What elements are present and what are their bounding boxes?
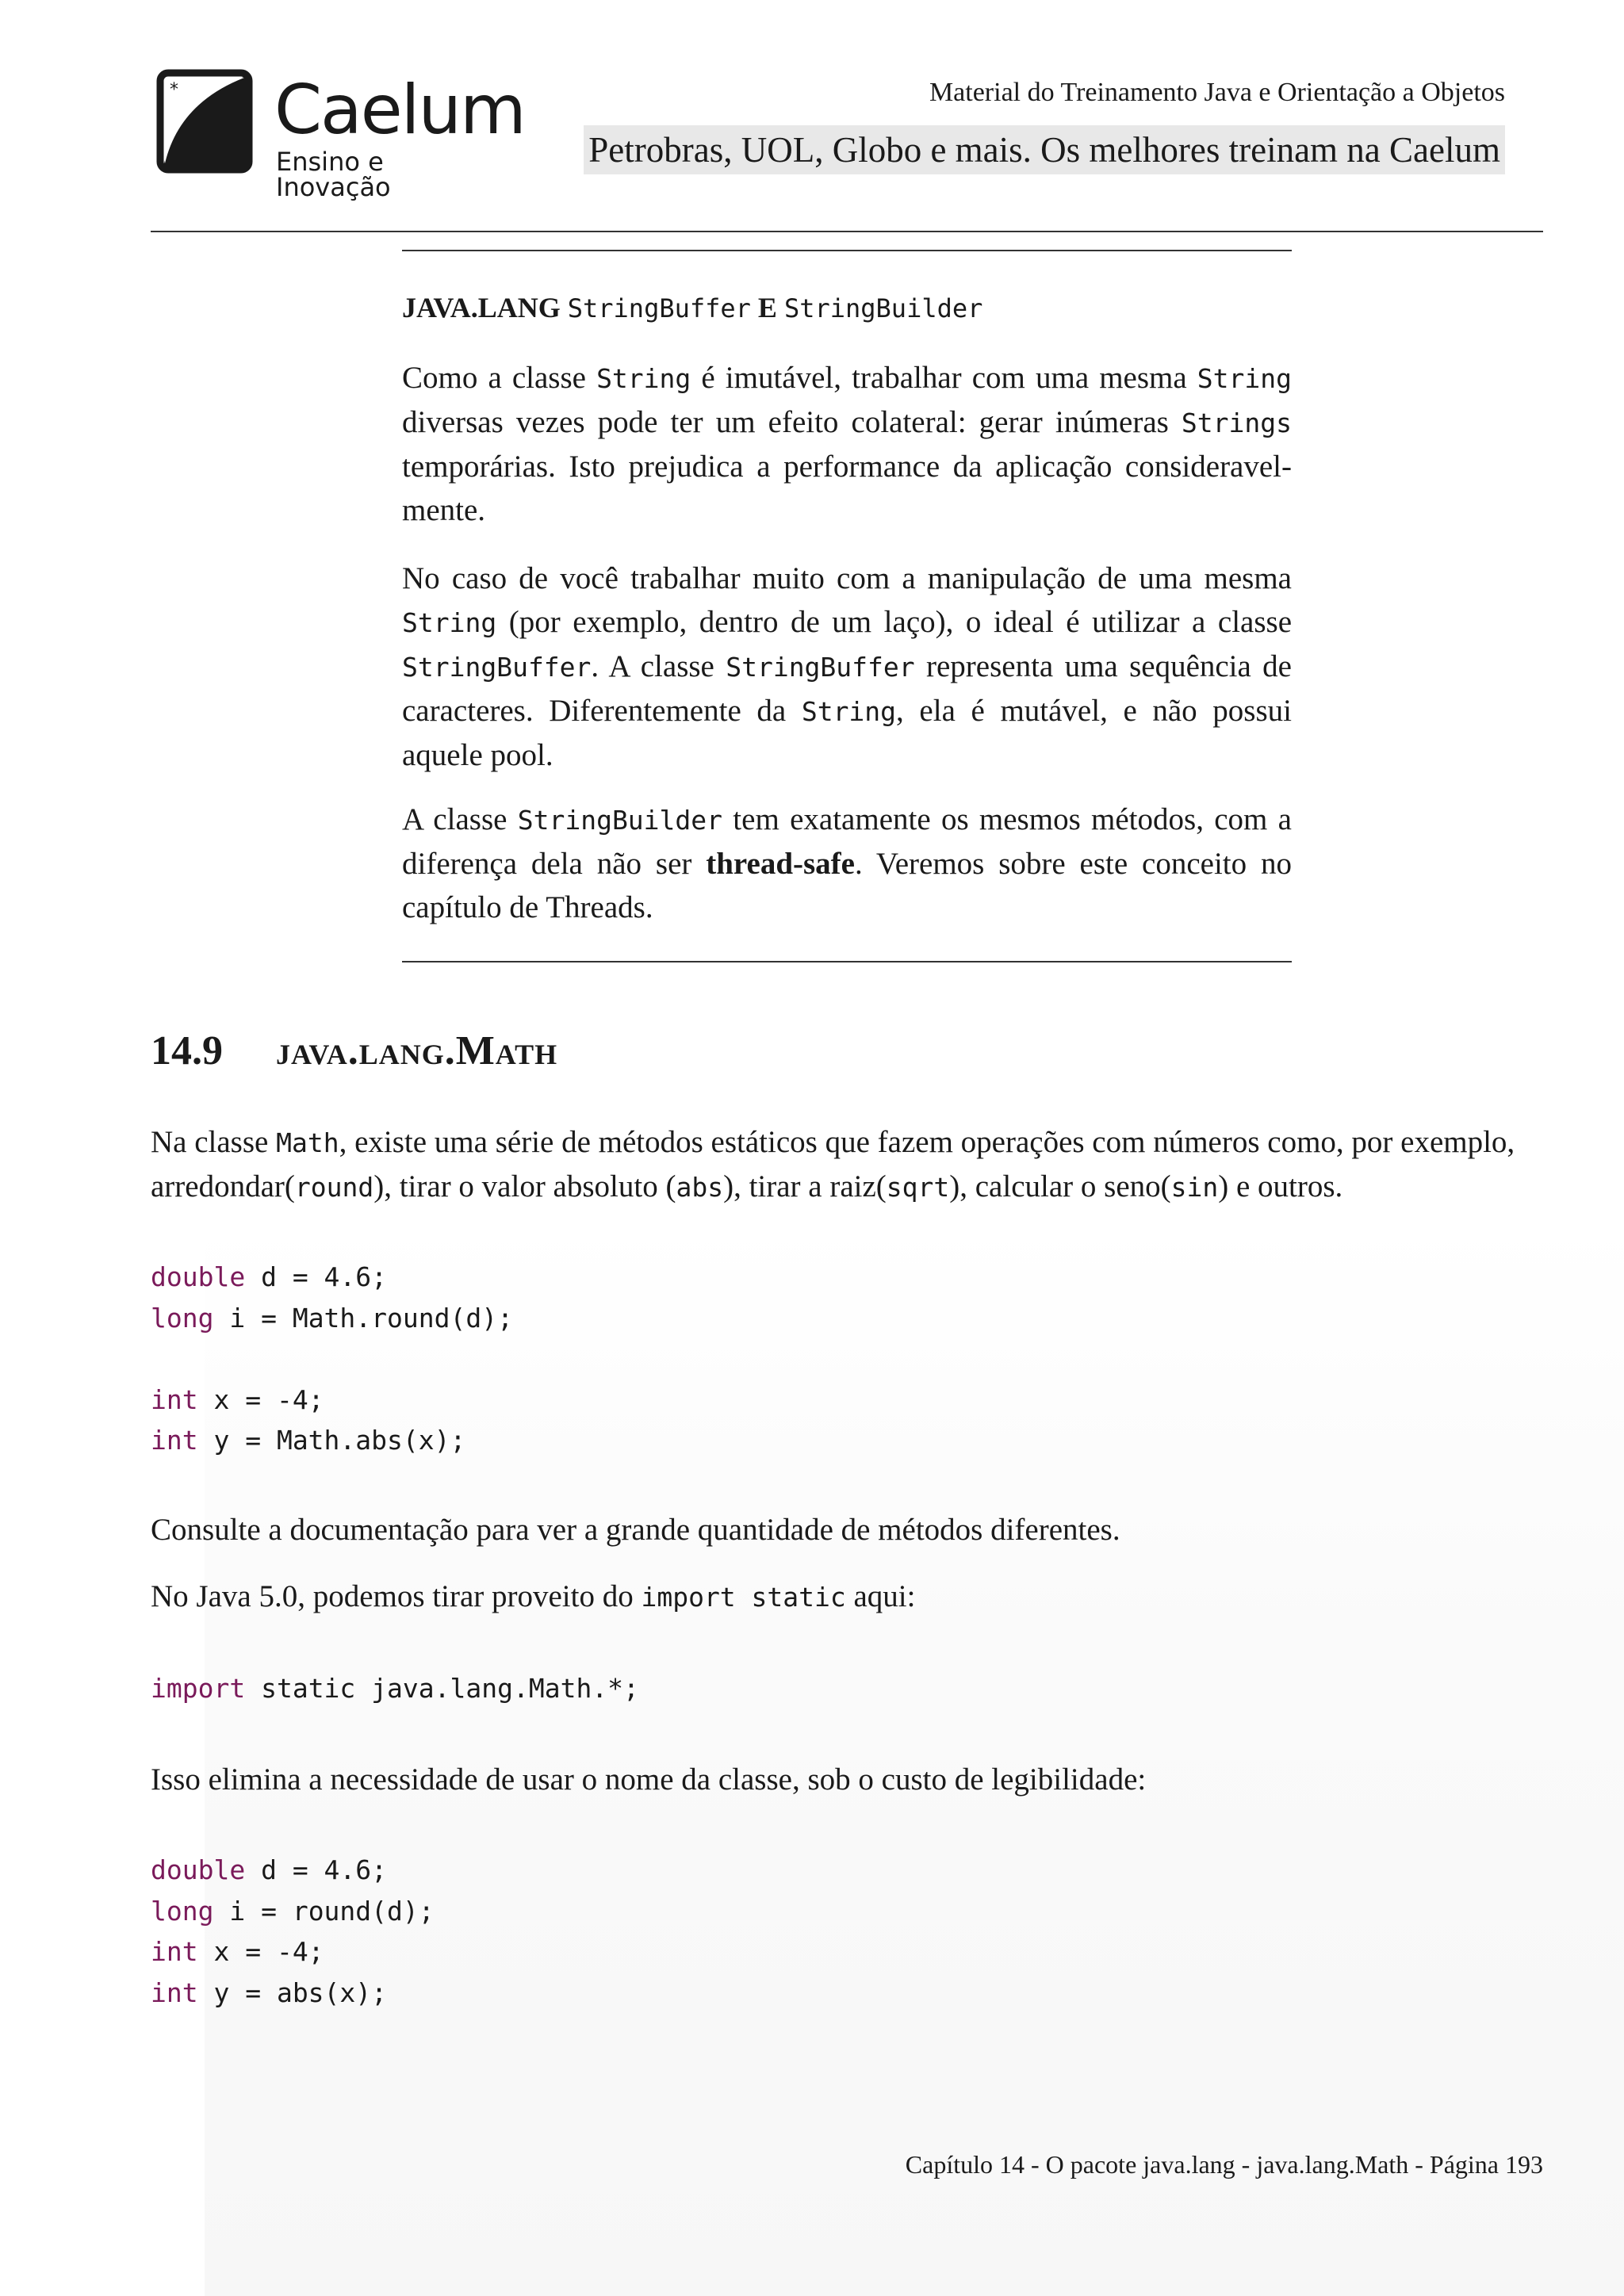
svg-text:*: * (170, 80, 178, 100)
code-line: double d = 4.6; (151, 1261, 388, 1292)
box-paragraph-3: A classe StringBuilder tem exatamente os mesmos métodos, com a diferença dela não ser thread-safe. Veremos sobre este conceito no capítulo de Threads. (402, 802, 1292, 924)
box-paragraph-1: Como a classe String é imutável, trabalhar com uma mesma String diversas vezes pode ter um efeito colateral: gerar inúmeras Strings temporárias. Isto prejudica a performance da aplicação consideravel- mente. (402, 361, 1293, 527)
code-block-3 (151, 1850, 435, 2013)
code-line: int x = -4; (151, 1936, 324, 1967)
box-bottom-rule (402, 961, 1292, 962)
code-line: long i = round(d); (151, 1895, 435, 1927)
header-subtitle: Material do Treinamento Java e Orientação a Objetos (929, 78, 1505, 107)
code-block-2 (151, 1668, 639, 1709)
paragraph-legibility: Isso elimina a necessidade de usar o nome da classe, sob o custo de legibilidade: (151, 1762, 1147, 1797)
section-heading (151, 1027, 557, 1074)
box-title: JAVA.LANG StringBuffer E StringBuilder (402, 292, 983, 323)
page-footer: Capítulo 14 - O pacote java.lang - java.lang.Math - Página 193 (905, 2150, 1543, 2179)
code-line: int y = abs(x); (151, 1976, 388, 2008)
box-paragraph-2: No caso de você trabalhar muito com a manipulação de uma mesma String (por exemplo, dentro de um laço), o ideal é utilizar a classe StringBuffer. A classe StringBuffer representa uma sequência de caracteres. Diferentemente da String, ela é mutável, e não possui aquele pool. (402, 561, 1292, 772)
header-divider (151, 231, 1543, 232)
paragraph-import-static: No Java 5.0, podemos tirar proveito do import static aqui: (151, 1579, 916, 1613)
logo-name: Caelum (274, 71, 525, 150)
caelum-logo (155, 68, 525, 202)
paragraph-math-intro: Na classe Math, existe uma série de métodos estáticos que fazem operações com números como, por exemplo, arredondar(round), tirar o valor absoluto (abs), tirar a raiz(sqrt), calcular o seno(sin) e outros. (151, 1125, 1515, 1203)
code-line: int x = -4; (151, 1383, 324, 1415)
logo-tagline: Ensino e Inovação (276, 147, 391, 202)
code-line: long i = Math.round(d); (151, 1302, 513, 1334)
section-title: java.lang.Math (276, 1028, 558, 1073)
header-slogan: Petrobras, UOL, Globo e mais. Os melhores treinam na Caelum (584, 125, 1505, 174)
code-line: double d = 4.6; (151, 1854, 388, 1885)
section-number: 14.9 (151, 1028, 223, 1073)
code-line: int y = Math.abs(x); (151, 1425, 466, 1456)
logo-mark-icon (155, 68, 254, 174)
code-block-1 (151, 1257, 513, 1461)
code-line (151, 1338, 513, 1380)
code-line: import static java.lang.Math.*; (151, 1673, 639, 1704)
paragraph-docs: Consulte a documentação para ver a grande quantidade de métodos diferentes. (151, 1513, 1120, 1547)
box-top-rule (402, 250, 1292, 251)
